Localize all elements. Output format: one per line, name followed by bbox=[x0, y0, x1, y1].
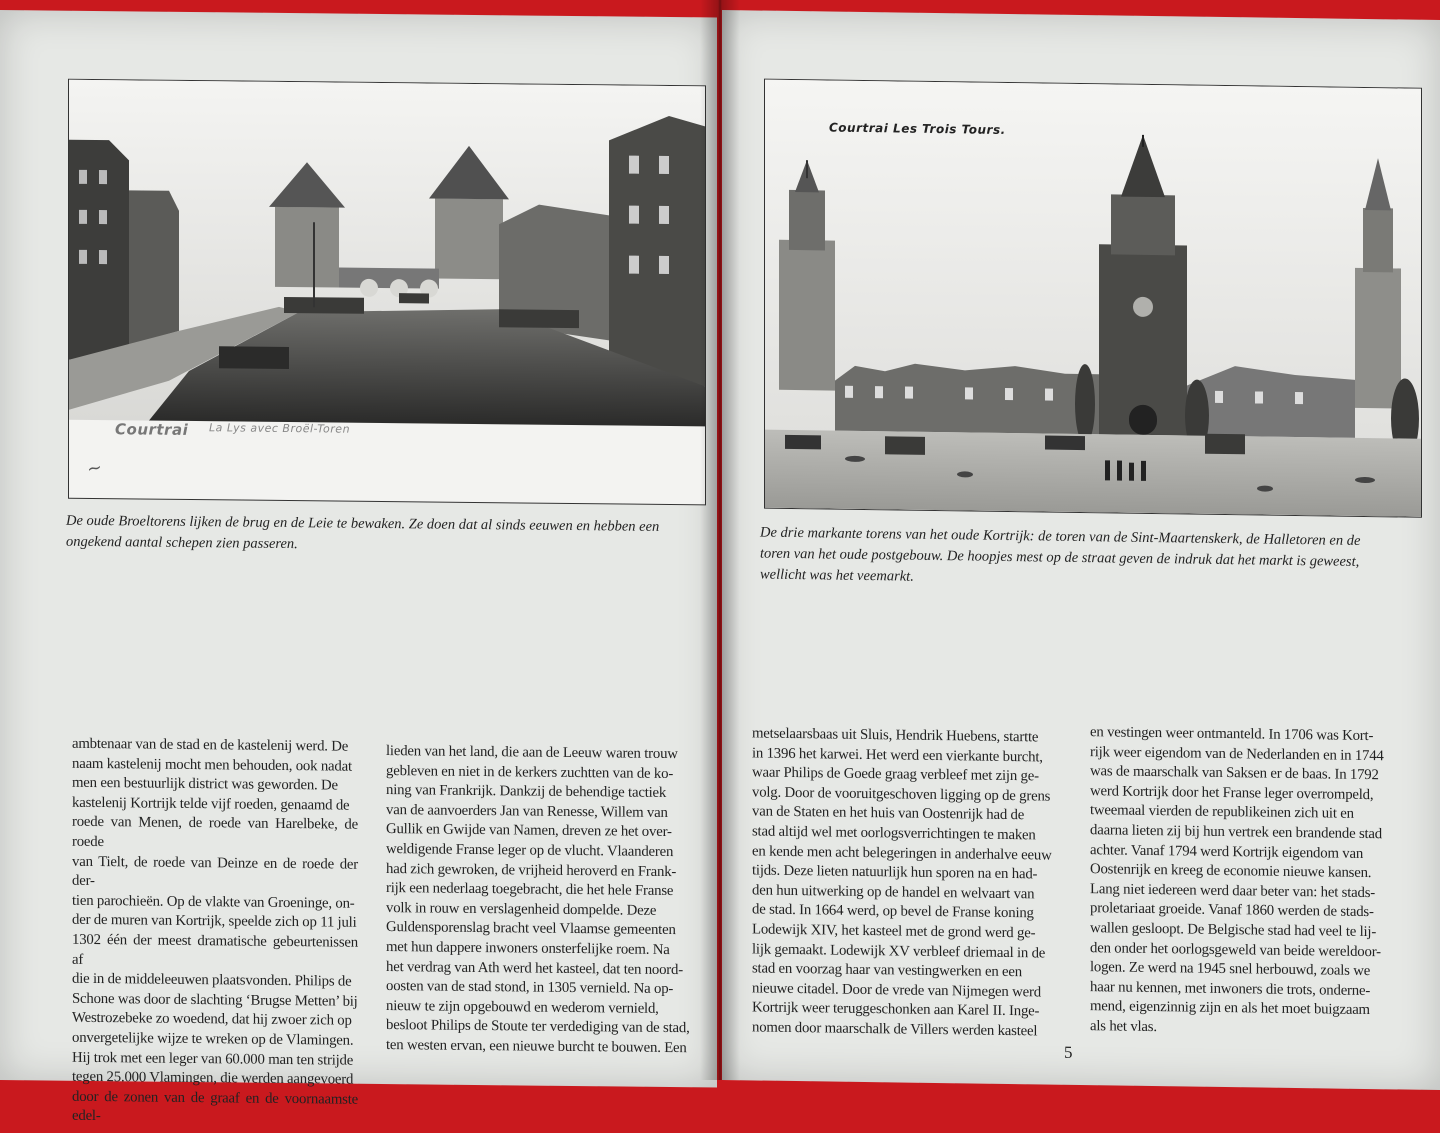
text-line: waar Philips de Goede graag verbleef met zijn ge- bbox=[752, 764, 1039, 785]
text-line: stad en voorzag haar van vestingwerken en een bbox=[752, 960, 1022, 981]
text-line: wallen gesloopt. De Belgische stad had veel te lij- bbox=[1090, 920, 1377, 941]
text-line: besloot Philips de Stoute ter verdediging van de stad, bbox=[386, 1017, 690, 1037]
postcard-subtitle: La Lys avec Broël-Toren bbox=[209, 421, 351, 436]
text-line: door de zonen van de graaf en de voornaamste edel- bbox=[72, 1088, 358, 1125]
text-line: in 1396 het karwei. Het werd een vierkante burcht, bbox=[752, 745, 1043, 766]
postcard-photo-broeltorens bbox=[68, 79, 706, 506]
text-line: haar nu kennen, met inwoners die trots, onderne- bbox=[1090, 978, 1371, 999]
text-line: van de Staten en het huis van Oostenrijk had de bbox=[752, 803, 1025, 824]
right-text-column-1 bbox=[752, 724, 1064, 1042]
text-line: Lodewijk XIV, het kasteel met de grond werd ge- bbox=[752, 921, 1036, 942]
text-line: Kortrijk weer teruggeschonken aan Karel II. Inge- bbox=[752, 999, 1040, 1020]
postcard-title: Courtrai Les Trois Tours. bbox=[829, 120, 1006, 137]
text-line: Lang niet iedereen werd daar beter van: het stads- bbox=[1090, 880, 1375, 901]
text-line: den hun uitwerking op de handel en welvaart van bbox=[752, 882, 1035, 903]
text-line: Oostenrijk en kreeg de economie nieuwe kansen. bbox=[1090, 861, 1372, 882]
text-line: van de aanvoerders Jan van Renesse, Willem van bbox=[386, 801, 668, 821]
right-page bbox=[722, 10, 1440, 1090]
text-line: 1302 één der meest dramatische gebeurtenissen af bbox=[72, 931, 358, 968]
left-text-column-2 bbox=[386, 742, 698, 1059]
text-line: ten westen ervan, een nieuwe burcht te bouwen. Een bbox=[386, 1036, 687, 1057]
text-line: naam kastelenij mocht men behouden, ook nadat bbox=[72, 755, 352, 775]
text-line: ning van Frankrijk. Dankzij de behendige tactiek bbox=[386, 782, 667, 802]
text-line: achter. Vanaf 1794 werd Kortrijk eigendom van bbox=[1090, 841, 1364, 862]
text-line: nomen door maarschalk de Villers werden kasteel bbox=[752, 1019, 1038, 1040]
text-line: met hun dappere inwoners onsterfelijke roem. Na bbox=[386, 938, 670, 958]
text-line: kastelenij Kortrijk telde vijf roeden, genaamd de bbox=[72, 794, 350, 814]
canal-towers-illustration bbox=[69, 80, 705, 427]
left-photo-caption bbox=[66, 511, 712, 560]
text-line: werd Kortrijk door het Franse leger overrompeld, bbox=[1090, 782, 1374, 803]
text-line: weldigende Franse leger op de vlucht. Vlaanderen bbox=[386, 841, 674, 861]
right-photo-caption bbox=[760, 523, 1440, 595]
text-line: die in de middeleeuwen plaatsvonden. Philips de bbox=[72, 970, 352, 990]
caption-line: ongekend aantal schepen zien passeren. bbox=[66, 533, 298, 553]
text-line: het verdrag van Ath werd het kasteel, dat ten noord- bbox=[386, 958, 683, 978]
postcard-photo-trois-tours bbox=[764, 79, 1422, 518]
right-text-column-2 bbox=[1090, 723, 1406, 1041]
text-line: proletariaat groeide. Vanaf 1860 werden de stads- bbox=[1090, 900, 1374, 921]
text-line: van Tielt, de roede van Deinze en de roede der der- bbox=[72, 853, 358, 890]
page-number: 5 bbox=[1064, 1042, 1073, 1062]
text-line: rijk weer eigendom van de Nederlanden en in 1744 bbox=[1090, 743, 1384, 764]
text-line: logen. Ze werd na 1945 snel herbouwd, zoals we bbox=[1090, 959, 1371, 980]
text-line: was de maarschalk van Saksen er de baas. In 1792 bbox=[1090, 763, 1379, 784]
text-line: oosten van de stad stond, in 1305 vernield. Na op- bbox=[386, 978, 674, 998]
text-line: Gullik en Gwijde van Namen, dreven ze het over- bbox=[386, 821, 672, 841]
text-line: lijk gemaakt. Lodewijk XV verbleef driemaal in de bbox=[752, 940, 1046, 962]
postcard-signature: ~ bbox=[84, 456, 105, 481]
text-line: en vestingen weer ontmanteld. In 1706 was Kort- bbox=[1090, 724, 1374, 745]
text-line: nieuwe citadel. Door de vrede van Nijmegen werd bbox=[752, 980, 1041, 1001]
left-text-column-1 bbox=[72, 735, 358, 1130]
text-line: ambtenaar van de stad en de kastelenij werd. De bbox=[72, 735, 349, 755]
text-line: volg. Door de vooruitgeschoven ligging op de grens bbox=[752, 784, 1051, 805]
caption-line: toren van het oude postgebouw. De hoopjes mest op de straat geven de indruk dat het markt is geweest, bbox=[760, 545, 1360, 570]
text-line: den onder het oorlogsgeweld van beide wereldoor- bbox=[1090, 939, 1381, 960]
three-towers-square-illustration bbox=[765, 80, 1421, 517]
text-line: en kende men acht belegeringen in anderhalve eeuw bbox=[752, 842, 1052, 864]
text-line: tegen 25.000 Vlamingen, die werden aangevoerd bbox=[72, 1068, 354, 1088]
caption-line: wellicht was het veemarkt. bbox=[760, 566, 914, 585]
text-line: lieden van het land, die aan de Leeuw waren trouw bbox=[386, 743, 678, 763]
text-line: de stad. In 1664 werd, op bevel de Franse koning bbox=[752, 901, 1034, 922]
text-line: tweemaal vierden de republikeinen zich uit en bbox=[1090, 802, 1354, 823]
text-line: daarna lieten zij bij hun vertrek een brandende stad bbox=[1090, 822, 1382, 843]
caption-line: De oude Broeltorens lijken de brug en de Leie te bewaken. Ze doen dat al sinds eeuwen en hebben een bbox=[66, 512, 660, 535]
text-line: tijds. Deze lieten natuurlijk hun sporen na en had- bbox=[752, 862, 1038, 883]
text-line: volk in rouw en verslagenheid dompelde. Deze bbox=[386, 899, 657, 919]
text-line: mend, eigenzinnig zijn en als het moet buigzaam bbox=[1090, 998, 1370, 1019]
text-line: als het vlas. bbox=[1090, 1018, 1157, 1035]
text-line: nieuw te zijn opgebouwd en wederom vernield, bbox=[386, 997, 659, 1017]
text-line: gebleven en niet in de kerkers zuchtten van de ko- bbox=[386, 762, 674, 782]
postcard-city-label: Courtrai bbox=[115, 420, 189, 439]
text-line: Hij trok met een leger van 60.000 man ten strijde bbox=[72, 1049, 354, 1069]
text-line: onvergetelijke wijze te wreken op de Vlamingen. bbox=[72, 1029, 354, 1049]
text-line: der de muren van Kortrijk, speelde zich op 11 juli bbox=[72, 912, 357, 932]
text-line: rijk een nederlaag toegebracht, die het hele Franse bbox=[386, 880, 674, 900]
text-line: Guldensporenslag bracht veel Vlaamse gemeenten bbox=[386, 919, 676, 939]
text-line: tien parochieën. Op de vlakte van Groeninge, on- bbox=[72, 892, 355, 912]
text-line: roede van Menen, de roede van Harelbeke, de roede bbox=[72, 814, 358, 851]
text-line: men een bestuurlijk district was geworden. De bbox=[72, 774, 338, 794]
text-line: metselaarsbaas uit Sluis, Hendrik Huebens, startte bbox=[752, 725, 1039, 746]
caption-line: De drie markante torens van het oude Kortrijk: de toren van de Sint-Maartenskerk, de Halletoren en de bbox=[760, 524, 1361, 549]
text-line: Schone was door de slachting ‘Brugse Metten’ bij bbox=[72, 990, 358, 1010]
left-page bbox=[0, 10, 717, 1125]
text-line: Westrozebeke zo woedend, dat hij zwoer zich op bbox=[72, 1010, 352, 1029]
text-line: had zich gewroken, de vrijheid heroverd en Frank- bbox=[386, 860, 677, 880]
text-line: stad altijd wel met oorlogsverrichtingen te maken bbox=[752, 823, 1036, 844]
